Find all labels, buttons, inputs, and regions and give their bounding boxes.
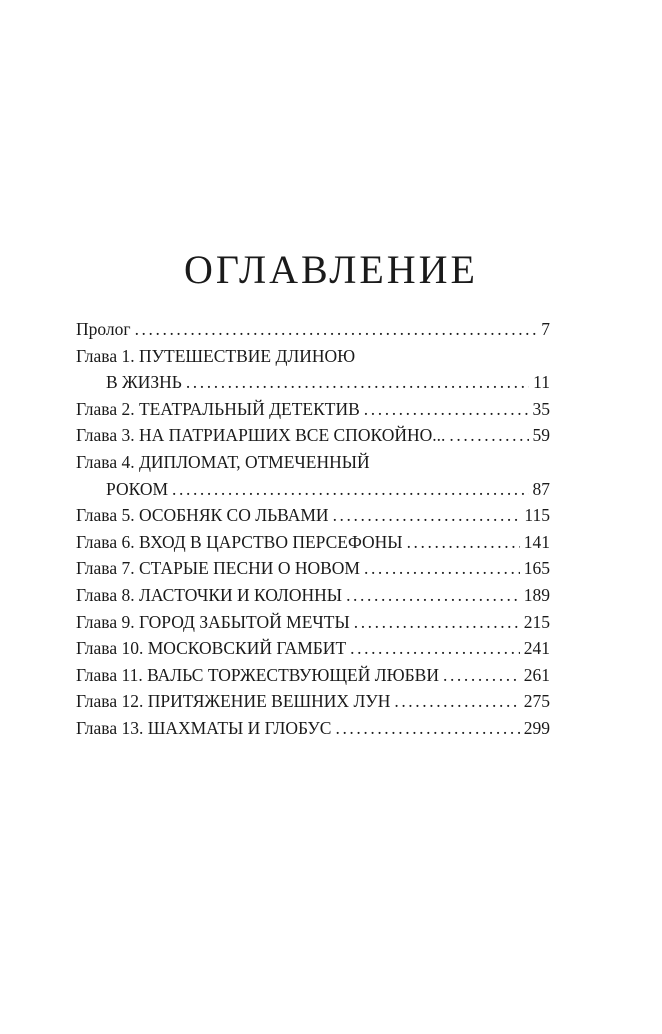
dot-leader <box>333 502 521 529</box>
toc-entry-chapter-1 <box>76 343 550 370</box>
toc-entry-page: 189 <box>523 584 550 605</box>
toc-entry-chapter-4-cont <box>76 476 550 503</box>
toc-entry-title: Глава 12. ПРИТЯЖЕНИЕ ВЕШНИХ ЛУН <box>76 691 391 712</box>
toc-entry-page: 141 <box>523 531 550 552</box>
toc-entry-chapter-9 <box>76 609 550 636</box>
table-of-contents <box>76 316 550 742</box>
toc-entry-page: 11 <box>533 372 550 393</box>
toc-entry-chapter-11 <box>76 662 550 689</box>
toc-entry-title: Пролог <box>76 319 131 339</box>
toc-entry-chapter-12 <box>76 688 550 715</box>
dot-leader <box>364 396 529 423</box>
dot-leader <box>449 422 528 449</box>
toc-entry-title: Глава 6. ВХОД В ЦАРСТВО ПЕРСЕФОНЫ <box>76 531 403 552</box>
toc-entry-chapter-7 <box>76 555 550 582</box>
toc-entry-page: 275 <box>523 691 550 712</box>
toc-entry-title: Глава 3. НА ПАТРИАРШИХ ВСЕ СПОКОЙНО... <box>76 425 446 446</box>
toc-entry-title: Глава 5. ОСОБНЯК СО ЛЬВАМИ <box>76 505 329 526</box>
dot-leader <box>135 316 538 343</box>
dot-leader <box>364 555 520 582</box>
toc-entry-chapter-8 <box>76 582 550 609</box>
toc-entry-page: 7 <box>541 319 550 339</box>
toc-entry-chapter-3 <box>76 422 550 449</box>
toc-entry-page: 241 <box>523 638 550 659</box>
toc-entry-title: В ЖИЗНЬ <box>106 372 182 393</box>
toc-entry-page: 115 <box>524 505 550 526</box>
toc-entry-title: Глава 8. ЛАСТОЧКИ И КОЛОННЫ <box>76 584 343 605</box>
toc-entry-page: 59 <box>532 425 550 446</box>
toc-entry-title: Глава 2. ТЕАТРАЛЬНЫЙ ДЕТЕКТИВ <box>76 398 360 419</box>
toc-entry-chapter-13 <box>76 715 550 742</box>
toc-entry-chapter-6 <box>76 529 550 556</box>
dot-leader <box>172 476 528 503</box>
toc-entry-title: Глава 7. СТАРЫЕ ПЕСНИ О НОВОМ <box>76 558 360 579</box>
toc-entry-title: Глава 4. ДИПЛОМАТ, ОТМЕЧЕННЫЙ <box>76 451 370 472</box>
toc-entry-title: Глава 1. ПУТЕШЕСТВИЕ ДЛИНОЮ <box>76 345 356 366</box>
dot-leader <box>350 635 520 662</box>
toc-entry-title: Глава 11. ВАЛЬС ТОРЖЕСТВУЮЩЕЙ ЛЮБВИ <box>76 664 439 685</box>
toc-entry-title: РОКОМ <box>106 478 169 499</box>
toc-entry-chapter-10 <box>76 635 550 662</box>
toc-entry-title: Глава 10. МОСКОВСКИЙ ГАМБИТ <box>76 638 347 659</box>
dot-leader <box>186 369 529 396</box>
dot-leader <box>335 715 519 742</box>
toc-entry-prologue <box>76 316 550 343</box>
toc-entry-page: 87 <box>532 478 550 499</box>
toc-entry-chapter-2 <box>76 396 550 423</box>
toc-entry-page: 35 <box>532 398 550 419</box>
toc-entry-chapter-5 <box>76 502 550 529</box>
dot-leader <box>407 529 520 556</box>
page-title: ОГЛАВЛЕНИЕ <box>184 247 478 292</box>
toc-entry-page: 215 <box>523 611 550 632</box>
dot-leader <box>354 609 520 636</box>
dot-leader <box>443 662 520 689</box>
toc-entry-page: 261 <box>523 664 550 685</box>
toc-entry-page: 165 <box>523 558 550 579</box>
dot-leader <box>394 688 519 715</box>
dot-leader <box>346 582 520 609</box>
toc-entry-title: Глава 9. ГОРОД ЗАБЫТОЙ МЕЧТЫ <box>76 611 350 632</box>
toc-entry-chapter-4 <box>76 449 550 476</box>
toc-entry-page: 299 <box>523 717 550 738</box>
toc-entry-title: Глава 13. ШАХМАТЫ И ГЛОБУС <box>76 717 332 738</box>
toc-entry-chapter-1-cont <box>76 369 550 396</box>
